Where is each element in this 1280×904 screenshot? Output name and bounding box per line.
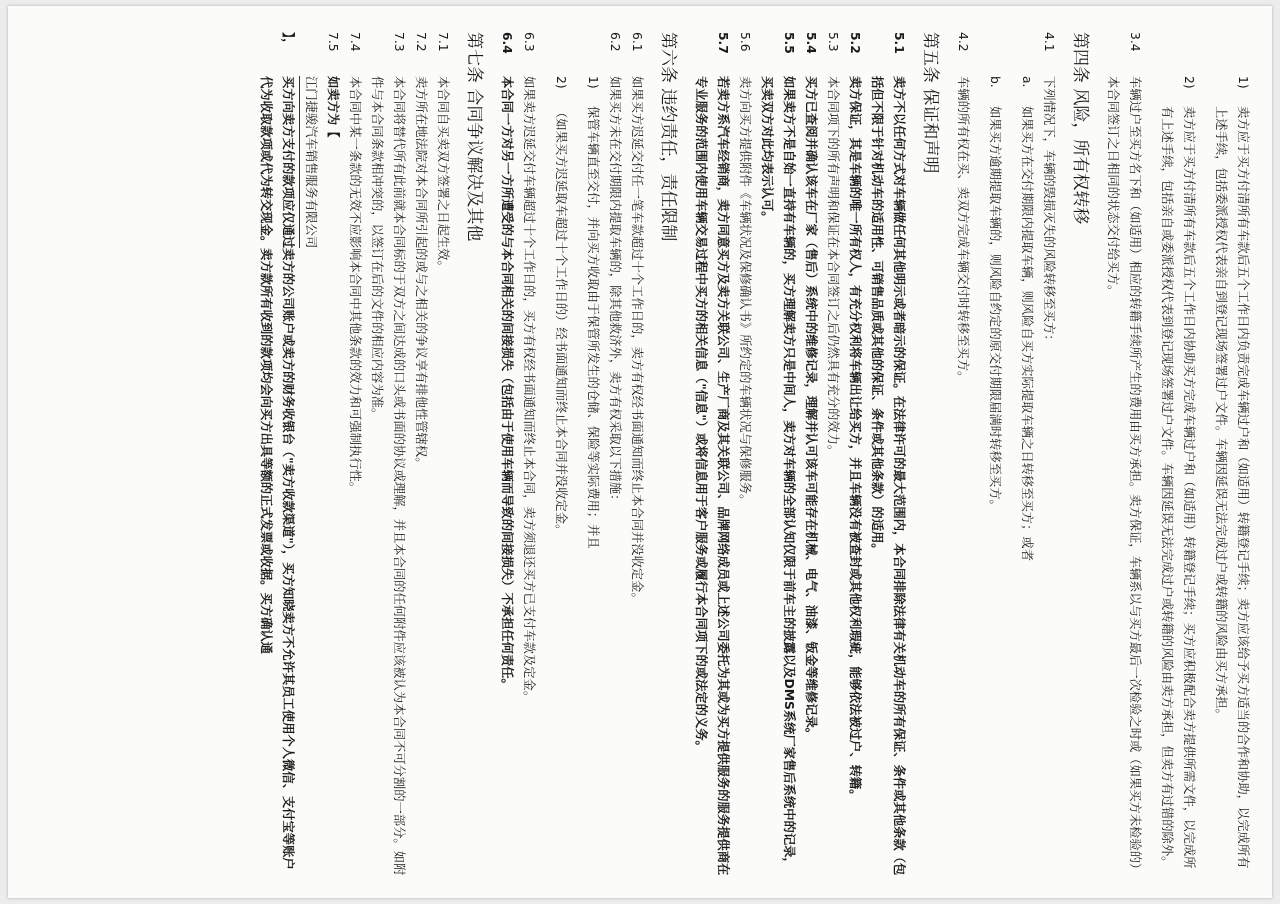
clause-text: 卖方向买方提供附件《车辆状况及保修确认书》所约定的车辆状况与保修服务。 — [738, 76, 752, 507]
clause-number: 7.2 — [414, 32, 428, 52]
clause-number: 4.1 — [1042, 32, 1056, 52]
clause-number: 4.2 — [956, 32, 970, 52]
clause-6-4 — [496, 32, 518, 880]
clause-number: 】， — [281, 32, 295, 51]
clause-number: 5.1 — [892, 32, 906, 54]
seller-company-name: 江门捷骏汽车销售服务有限公司 — [299, 76, 322, 248]
clause-6-2-2 — [550, 32, 572, 880]
clause-text: 卖方应于买方付清所有车款后五个工作日内负责完成车辆过户和（如适用）转籍登记手续；卖方应该给予买方适当的合作和协助，以完成所有上述手续，包括委派授权代表亲自到登记现场签署过户文件。车辆因延误无法完成过户或转籍的风险由买方承担。 — [1214, 106, 1250, 869]
clause-number: 7.1 — [436, 32, 450, 52]
clause-number: 3.4 — [1128, 32, 1142, 52]
document-page — [8, 6, 1272, 898]
clause-text: 卖方保证，其是车辆的唯一所有权人，有充分权利将车辆出让给买方，并且车辆没有被查封或其他权利瑕疵，能够依法被过户、转籍。 — [848, 76, 862, 802]
clause-text: 买方向卖方支付的款项应仅通过卖方的公司账户或卖方的财务收银台（"卖方收款渠道"），买方知晓卖方不允许其员工使用个人微信、支付宝等账户代为收取款项或代为转交现金。卖方款所有收到的款项均会向买方出具等额的正式发票或收据。买方确认通 — [259, 76, 295, 870]
clause-7-2 — [410, 32, 432, 880]
clause-5-3 — [822, 32, 844, 880]
clause-number: 7.5 — [326, 32, 340, 52]
clause-text: 如果买方迟延交付任一笔车款超过十个工作日的，卖方有权经书面通知而终止本合同并没收定金。 — [630, 76, 644, 605]
clause-4-1 — [1038, 32, 1060, 880]
clause-number: 6.2 — [608, 32, 622, 52]
clause-text: （如果买方迟延取车超过十个工作日的）经书面通知而终止本合同并没收定金。 — [554, 106, 568, 537]
clause-text: 车辆的所有权在买、卖双方完成车辆交付时转移至买方。 — [956, 76, 970, 384]
clause-number: 2) — [554, 76, 568, 89]
clause-6-2-1 — [582, 32, 604, 880]
clause-text: 若卖方系汽车经销商，卖方同意买方及卖方关联公司、生产厂商及其关联公司、品牌网络成员或上述公司委托为其或为买方提供服务的服务提供商在专业服务的范围内使用车辆交易过程中买方的相关信息（"信息"）或将信息用于客户服务或履行本合同项下的或法定的义务。 — [694, 76, 730, 876]
clause-number: 5.5 — [782, 32, 796, 54]
clause-number: 7.4 — [348, 32, 362, 52]
clause-6-1 — [626, 32, 648, 880]
clause-4-1-b — [984, 32, 1006, 880]
clause-label: 如卖方为【 — [326, 76, 340, 138]
clause-text: 本合同自买卖双方签署之日起生效。 — [436, 76, 450, 273]
clause-3-4 — [1102, 32, 1146, 880]
clause-number: 1) — [1236, 76, 1250, 89]
clause-text: 如果卖方迟延交付车辆超过十个工作日的，买方有权经书面通知而终止本合同，卖方须退还买方已支付车款及定金。 — [522, 76, 536, 704]
clause-text: 下列情况下，车辆的毁损灭失的风险转移至买方： — [1042, 76, 1056, 347]
clause-7-1 — [432, 32, 454, 880]
clause-text: 如果买方在交付期限内提取车辆，则风险自买方实际提取车辆之日转移至买方；或者 — [1020, 106, 1034, 561]
clause-number: 6.1 — [630, 32, 644, 52]
clause-7-4 — [344, 32, 366, 880]
clause-text: 本合同中某一条款的无效不应影响本合同中其他条款的效力和可强制执行性。 — [348, 76, 362, 495]
section-heading-5: 第五条 保证和声明 — [920, 32, 940, 174]
clause-number: 1) — [586, 76, 600, 89]
section-heading-7: 第七条 合同争议解决及其他 — [464, 32, 484, 242]
clause-5-2 — [844, 32, 866, 880]
clause-5-7 — [690, 32, 734, 880]
clause-number: 5.3 — [826, 32, 840, 52]
clause-text: 如果买方逾期提取车辆的，则风险自约定的原交付期限届满时转移至买方。 — [988, 106, 1002, 512]
clause-number: 2) — [1182, 76, 1196, 89]
clause-7-5 — [322, 32, 344, 880]
rotated-content — [8, 6, 1272, 898]
section-heading-4: 第四条 风险，所有权转移 — [1070, 32, 1090, 225]
clause-6-2 — [604, 32, 626, 880]
clause-number: a. — [1020, 76, 1034, 88]
clause-text: 本合同一方对另一方所遭受的与本合同相关的间接损失（包括由于使用车辆而导致的间接损失）不承担任何责任。 — [500, 76, 514, 691]
clause-text: 卖方所在地法院对本合同所引起的或与之相关的争议享有排他性管辖权。 — [414, 76, 428, 470]
clause-text: 本合同项下的所有声明和保证在本合同签订之后仍然具有充分的效力。 — [826, 76, 840, 458]
clause-7-5-body — [255, 32, 299, 880]
clause-text: 本合同将替代所有此前就本合同标的于双方之间达成的口头或书面的协议或理解，并且本合同的任何附件应该被认为本合同不可分割的一部分。如附件与本合同条款相冲突的，以签订在后的文件的相应内容为准。 — [370, 76, 406, 876]
clause-number: b. — [988, 76, 1002, 88]
clause-number: 5.7 — [716, 32, 730, 54]
clause-text: 如果买方未在交付期限内提取车辆的，除其他救济外，卖方有权采取以下措施： — [608, 76, 622, 507]
clause-5-5 — [756, 32, 800, 880]
clause-text: 如果卖方不是自始一直持有车辆的，买方理解卖方只是中间人，卖方对车辆的全部认知仅限于前车主的披露以及DMS系统厂家售后系统中的记录，买卖双方对此均表示认可。 — [760, 76, 796, 870]
clause-number: 6.3 — [522, 32, 536, 52]
seller-company-line — [299, 32, 322, 880]
clause-number: 5.4 — [804, 32, 818, 54]
clause-text: 买方已查阅并确认该车在厂家（售后）系统中的维修记录，理解并认可该车可能存在机械、电气、油漆、钣金等维修记录。 — [804, 76, 818, 741]
clause-text: 卖方不以任何方式对车辆做任何其他明示或者暗示的保证。在法律许可的最大范围内，本合同排除法律有关机动车的所有保证、条件或其他条款（包括但不限于针对机动车的适用性、可销售品质或其他的保证、条件或其他条款）的适用。 — [870, 76, 906, 876]
clause-item — [1156, 32, 1200, 880]
clause-7-3 — [366, 32, 410, 880]
clause-5-1 — [866, 32, 910, 880]
clause-text: 车辆过户至买方名下和（如适用）相应的转籍手续所产生的费用由买方承担。卖方保证，车辆系以与买方最后一次检验之时或（如果买方未检验的）本合同签订之日相同的状态交付给买方。 — [1106, 76, 1142, 876]
clause-5-6 — [734, 32, 756, 880]
clause-text: 卖方应于买方付清所有车款后五个工作日内协助买方完成车辆过户和（如适用）转籍登记手续；买方应积极配合卖方提供所需文件，以完成所有上述手续，包括亲自或委派授权代表到登记现场签署过户文件。车辆因延误无法完成过户或转籍的风险由卖方承担，但卖方有过错的除外。 — [1160, 106, 1196, 869]
clause-number: 7.3 — [392, 32, 406, 52]
clause-item — [1210, 32, 1254, 880]
clause-number: 6.4 — [500, 32, 514, 54]
clause-number: 5.2 — [848, 32, 862, 54]
clause-4-1-a — [1016, 32, 1038, 880]
clause-4-2 — [952, 32, 974, 880]
clause-5-4 — [800, 32, 822, 880]
clause-number: 5.6 — [738, 32, 752, 52]
clause-6-3 — [518, 32, 540, 880]
clause-text: 保管车辆直至交付，并向买方收取由于保管所发生的仓储、保险等实际费用；并且 — [586, 106, 600, 549]
section-heading-6: 第六条 违约责任，责任限制 — [658, 32, 678, 242]
